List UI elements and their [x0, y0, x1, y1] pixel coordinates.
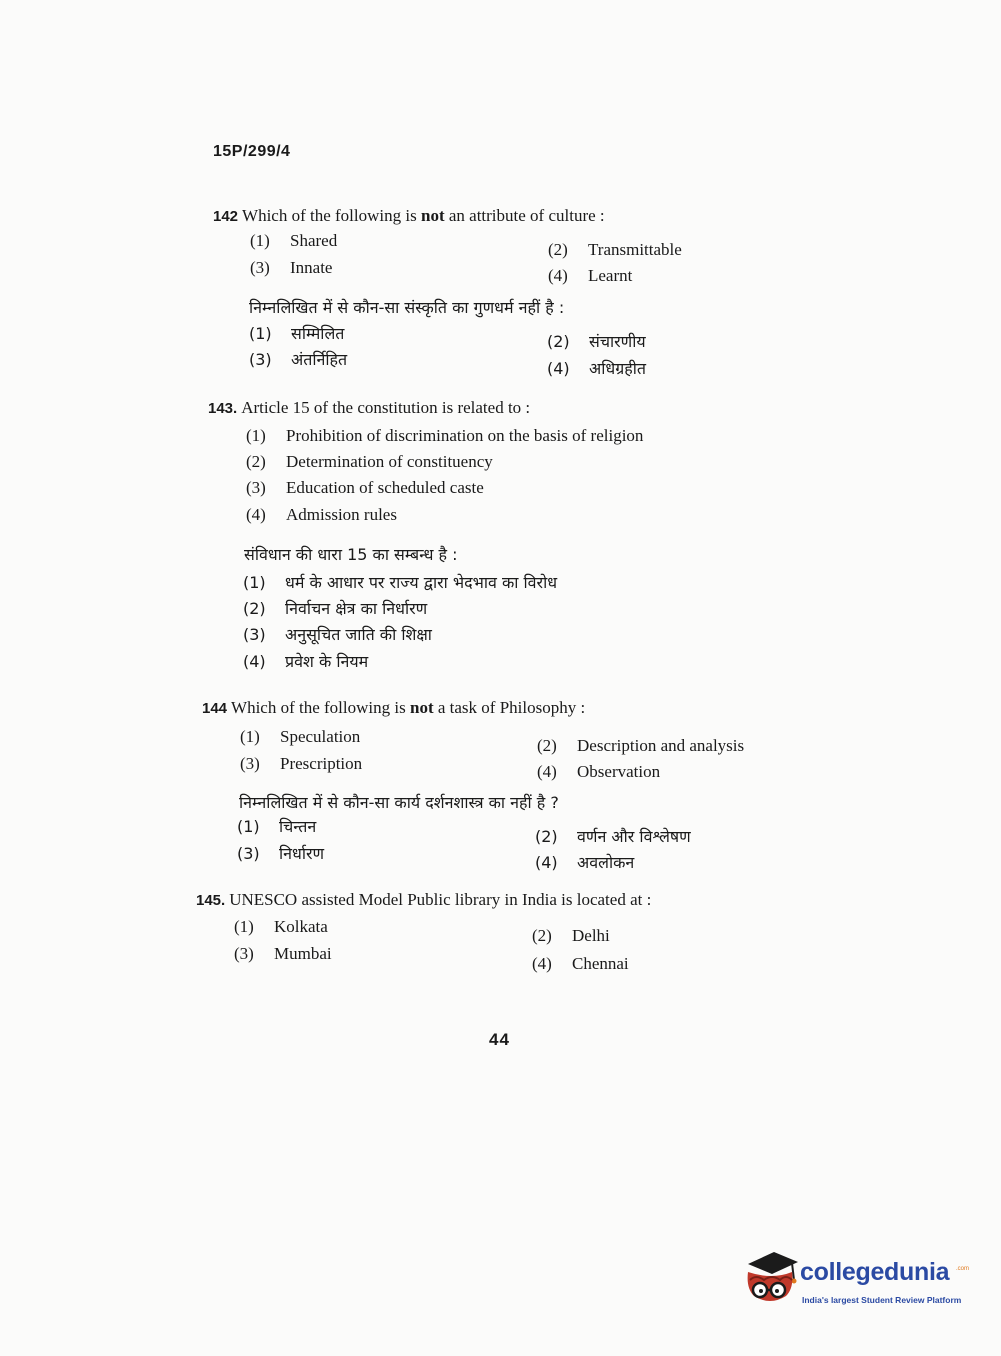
hindi-option: (3) अंतर्निहित [249, 350, 348, 369]
option: (4) Learnt [548, 266, 633, 285]
hindi-option: (2) निर्वाचन क्षेत्र का निर्धारण [243, 599, 428, 618]
option: (1) Kolkata [234, 917, 328, 936]
option: (4) Admission rules [246, 505, 397, 524]
question-number: 142 [213, 208, 239, 225]
question-144 [202, 698, 585, 718]
brand-name: collegedunia [800, 1258, 950, 1286]
hindi-option: (1) धर्म के आधार पर राज्य द्वारा भेदभाव का विरोध [243, 573, 558, 592]
option: (2) Description and analysis [537, 736, 745, 755]
question-hindi-text: निम्नलिखित में से कौन-सा कार्य दर्शनशास्त्र का नहीं है ? [239, 793, 559, 812]
question-143 [208, 398, 530, 418]
hindi-option: (4) अवलोकन [535, 853, 635, 872]
question-text: UNESCO assisted Model Public library in India is located at : [229, 890, 652, 909]
question-emphasis: not [420, 206, 445, 225]
hindi-option: (2) वर्णन और विश्लेषण [535, 827, 691, 846]
option: (2) Delhi [532, 926, 610, 945]
option: (1) Shared [250, 231, 338, 250]
question-text: Article 15 of the constitution is related to : [241, 398, 531, 417]
option: (4) Observation [537, 762, 661, 781]
option: (4) Chennai [532, 954, 629, 973]
question-hindi-text: संविधान की धारा 15 का सम्बन्ध है : [244, 545, 458, 564]
page-number: 44 [489, 1030, 510, 1049]
brand-tagline: India's largest Student Review Platform [802, 1295, 962, 1305]
question-text: Which of the following is [242, 206, 421, 225]
option: (1) Speculation [240, 727, 361, 746]
hindi-option: (2) संचारणीय [547, 332, 646, 351]
hindi-option: (1) सम्मिलित [249, 324, 345, 343]
option: (1) Prohibition of discrimination on the basis of religion [246, 426, 644, 445]
question-text-end: a task of Philosophy : [433, 698, 586, 717]
question-number: 143. [208, 400, 238, 417]
option: (2) Transmittable [548, 240, 682, 259]
collegedunia-logo [742, 1250, 972, 1310]
option: (3) Prescription [240, 754, 363, 773]
question-number: 145. [196, 892, 226, 909]
question-emphasis: not [409, 698, 434, 717]
option: (3) Mumbai [234, 944, 332, 963]
question-number: 144 [202, 700, 228, 717]
hindi-option: (4) प्रवेश के नियम [243, 652, 369, 671]
option: (3) Innate [250, 258, 333, 277]
brand-suffix: .com [956, 1266, 970, 1272]
hindi-option: (3) अनुसूचित जाति की शिक्षा [243, 625, 432, 644]
hindi-option: (1) चिन्तन [237, 817, 317, 836]
hindi-option: (3) निर्धारण [237, 844, 325, 863]
question-145 [196, 890, 651, 910]
option: (2) Determination of constituency [246, 452, 493, 471]
option: (3) Education of scheduled caste [246, 478, 484, 497]
paper-code: 15P/299/4 [213, 143, 291, 160]
mascot-icon [742, 1250, 800, 1310]
question-text: Which of the following is [231, 698, 410, 717]
question-hindi-text: निम्नलिखित में से कौन-सा संस्कृति का गुणधर्म नहीं है : [249, 298, 565, 317]
hindi-option: (4) अधिग्रहीत [547, 359, 646, 378]
question-142 [213, 206, 605, 226]
question-text-end: an attribute of culture : [444, 206, 605, 225]
